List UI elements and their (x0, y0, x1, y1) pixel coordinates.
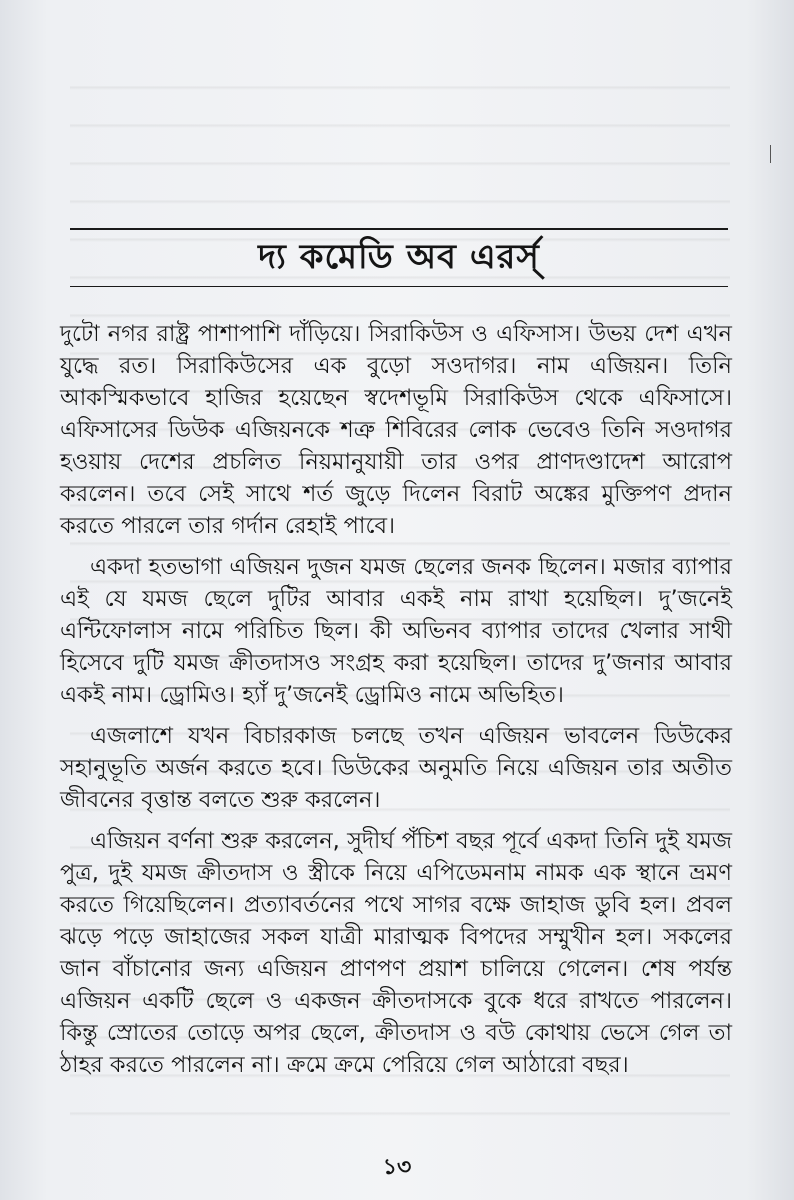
paragraph-2: একদা হতভাগা এজিয়ন দুজন যমজ ছেলের জনক ছিলেন। মজার ব্যাপার এই যে যমজ ছেলে দুটির আবার একই নাম রাখা হয়েছিল। দু’জনেই এন্টিফোলাস নামে পরিচিত ছিল। কী অভিনব ব্যাপার তাদের খেলার সাথী হিসেবে দুটি যমজ ক্রীতদাসও সংগ্রহ করা হয়েছিল। তাদের দু’জনার আবার একই নাম। ড্রোমিও। হ্যাঁ দু’জনেই ড্রোমিও নামে অভিহিত। (60, 554, 732, 708)
margin-mark (770, 145, 771, 163)
paragraph-3: এজলাশে যখন বিচারকাজ চলছে তখন এজিয়ন ভাবলেন ডিউকের সহানুভূতি অর্জন করতে হবে। ডিউকের অনুমতি নিয়ে এজিয়ন তার অতীত জীবনের বৃত্তান্ত বলতে শুরু করলেন। (60, 723, 732, 813)
body-text (60, 318, 732, 1090)
chapter-heading (70, 228, 728, 288)
heading-rule-top (70, 228, 728, 230)
chapter-title: দ্য কমেডি অব এরর্স্ (258, 237, 540, 277)
paragraph-4: এজিয়ন বর্ণনা শুরু করলেন, সুদীর্ঘ পঁচিশ বছর পূর্বে একদা তিনি দুই যমজ পুত্র, দুই যমজ ক্রীতদাস ও স্ত্রীকে নিয়ে এপিডেমনাম নামক এক স্থানে ভ্রমণ করতে গিয়েছিলেন। প্রত্যাবর্তনের পথে সাগর বক্ষে জাহাজ ডুবি হল। প্রবল ঝড়ে পড়ে জাহাজের সকল যাত্রী মারাত্মক বিপদের সম্মুখীন হল। সকলের জান বাঁচানোর জন্য এজিয়ন প্রাণপণ প্রয়াশ চালিয়ে গেলেন। শেষ পর্যন্ত এজিয়ন একটি ছেলে ও একজন ক্রীতদাসকে বুকে ধরে রাখতে পারলেন। কিন্তু স্রোতের তোড়ে অপর ছেলে, ক্রীতদাস ও বউ কোথায় ভেসে গেল তা ঠাহর করতে পারলেন না। ক্রমে ক্রমে পেরিয়ে গেল আঠারো বছর। (60, 828, 732, 1078)
heading-rule-bottom (70, 286, 728, 287)
paragraph-1: দুটো নগর রাষ্ট্র পাশাপাশি দাঁড়িয়ে। সিরাকিউস ও এফিসাস। উভয় দেশ এখন যুদ্ধে রত। সিরাকিউসের এক বুড়ো সওদাগর। নাম এজিয়ন। তিনি আকস্মিকভাবে হাজির হয়েছেন স্বদেশভূমি সিরাকিউস থেকে এফিসাসে। এফিসাসের ডিউক এজিয়নকে শত্রু শিবিরের লোক ভেবেও তিনি সওদাগর হওয়ায় দেশের প্রচলিত নিয়মানুযায়ী তার ওপর প্রাণদণ্ডাদেশ আরোপ করলেন। তবে সেই সাথে শর্ত জুড়ে দিলেন বিরাট অঙ্কের মুক্তিপণ প্রদান করতে পারলে তার গর্দান রেহাই পাবে। (60, 321, 732, 539)
page-number: ১৩ (382, 1155, 412, 1180)
